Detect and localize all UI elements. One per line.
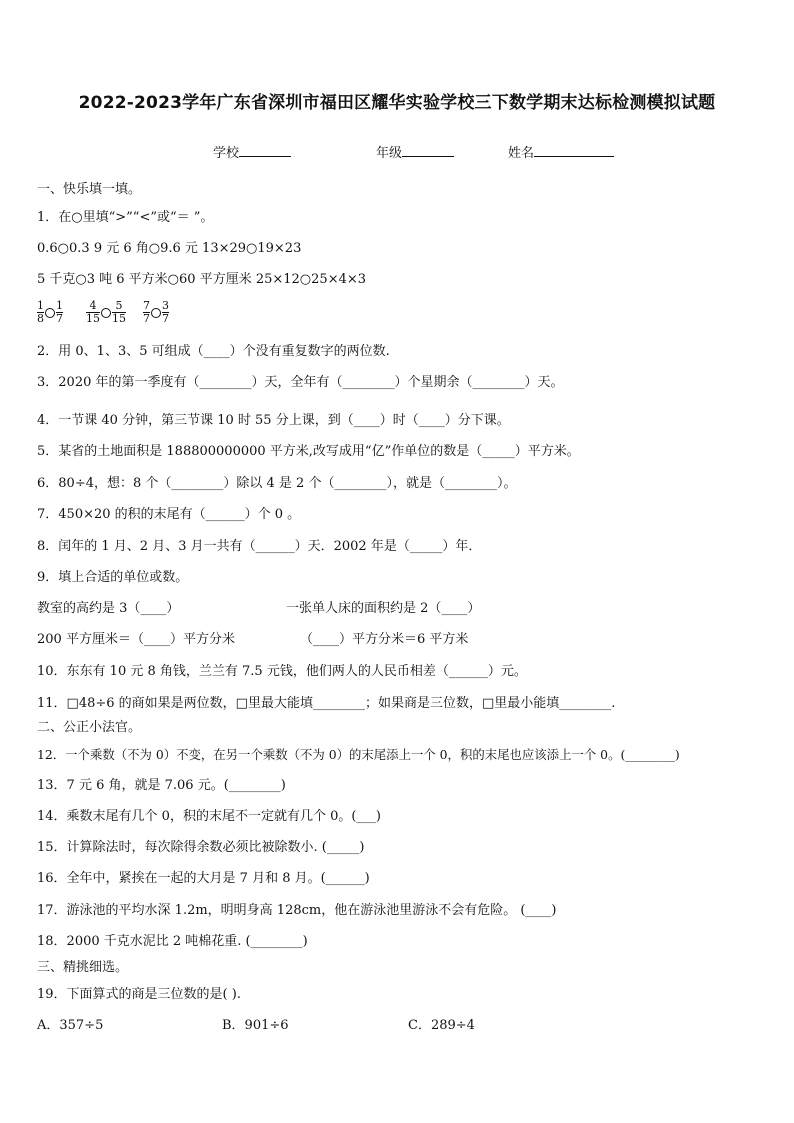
question-16: 16．全年中，紧挨在一起的大月是 7 月和 8 月。(______) bbox=[37, 871, 370, 886]
fraction: $\frac{1}{7}$ bbox=[56, 299, 63, 325]
question-7: 7．450×20 的积的末尾有（______）个 0 。 bbox=[37, 507, 301, 522]
question-18: 18．2000 千克水泥比 2 吨棉花重. (________) bbox=[37, 934, 308, 949]
grade-label: 年级 bbox=[376, 146, 403, 161]
question-15: 15．计算除法时，每次除得余数必须比被除数小. (_____) bbox=[37, 840, 365, 855]
option-c[interactable]: C．289÷4 bbox=[408, 1018, 475, 1033]
fraction: $\frac{5}{15}$ bbox=[112, 299, 126, 325]
school-blank[interactable] bbox=[239, 142, 291, 157]
fraction: $\frac{7}{7}$ bbox=[143, 299, 150, 325]
question-4: 4．一节课 40 分钟，第三节课 10 时 55 分上课，到（____）时（____）分下课。 bbox=[37, 413, 510, 428]
fraction-compare-3 bbox=[143, 300, 169, 325]
compare-circle[interactable] bbox=[101, 308, 111, 318]
exam-title: 2022-2023学年广东省深圳市福田区耀华实验学校三下数学期末达标检测模拟试题 bbox=[78, 93, 716, 113]
question-17: 17．游泳池的平均水深 1.2m，明明身高 128cm，他在游泳池里游泳不会有危险。 (____) bbox=[37, 903, 557, 918]
question-10: 10．东东有 10 元 8 角钱，兰兰有 7.5 元钱，他们两人的人民币相差（______）元。 bbox=[37, 664, 527, 679]
fraction-compare-2 bbox=[86, 300, 126, 325]
question-8: 8．闰年的 1 月、2 月、3 月一共有（______）天．2002 年是（_____）年． bbox=[37, 539, 482, 554]
question-1-row-2: 5 千克○3 吨 6 平方米○60 平方厘米 25×12○25×4×3 bbox=[37, 272, 367, 287]
fraction: $\frac{1}{8}$ bbox=[37, 299, 44, 325]
question-9-item-3: 200 平方厘米＝（____）平方分米 bbox=[37, 632, 235, 647]
question-1: 1．在○里填“>”“<”或“＝ ”。 bbox=[37, 210, 214, 225]
name-field bbox=[508, 142, 614, 161]
section-heading-1: 一、快乐填一填。 bbox=[37, 182, 142, 197]
option-b[interactable]: B．901÷6 bbox=[222, 1018, 289, 1033]
name-label: 姓名 bbox=[508, 146, 535, 161]
question-9-item-2: 一张单人床的面积约是 2（____） bbox=[286, 601, 481, 616]
fraction-compare-1 bbox=[37, 300, 63, 325]
section-heading-3: 三、精挑细选。 bbox=[37, 960, 129, 975]
question-2: 2．用 0、1、3、5 可组成（____）个没有重复数字的两位数. bbox=[37, 344, 390, 359]
grade-blank[interactable] bbox=[402, 142, 454, 157]
fraction: $\frac{3}{7}$ bbox=[162, 299, 169, 325]
compare-circle[interactable] bbox=[45, 308, 55, 318]
name-blank[interactable] bbox=[534, 142, 614, 157]
question-9-item-1: 教室的高约是 3（____） bbox=[37, 601, 180, 616]
school-label: 学校 bbox=[213, 146, 240, 161]
fraction: $\frac{4}{15}$ bbox=[86, 299, 100, 325]
question-9-item-4: （____）平方分米＝6 平方米 bbox=[300, 632, 469, 647]
question-9: 9．填上合适的单位或数。 bbox=[37, 570, 189, 585]
question-13: 13．7 元 6 角，就是 7.06 元。(________) bbox=[37, 778, 286, 793]
grade-field bbox=[376, 142, 454, 161]
question-19: 19．下面算式的商是三位数的是( ). bbox=[37, 987, 241, 1002]
question-5: 5．某省的土地面积是 188800000000 平方米,改写成用“亿”作单位的数是（_____）平方米。 bbox=[37, 444, 580, 459]
option-a[interactable]: A．357÷5 bbox=[37, 1018, 104, 1033]
question-1-row-1: 0.6○0.3 9 元 6 角○9.6 元 13×29○19×23 bbox=[37, 241, 302, 256]
compare-circle[interactable] bbox=[151, 308, 161, 318]
question-14: 14．乘数末尾有几个 0，积的末尾不一定就有几个 0。(___) bbox=[37, 809, 381, 824]
question-11: 11．□48÷6 的商如果是两位数，□里最大能填________；如果商是三位数，□里最小能填________. bbox=[37, 696, 616, 711]
school-field bbox=[213, 142, 291, 161]
question-12: 12．一个乘数（不为 0）不变，在另一个乘数（不为 0）的末尾添上一个 0，积的末尾也应该添上一个 0。(________) bbox=[37, 747, 680, 762]
question-3: 3．2020 年的第一季度有（________）天，全年有（________）个星期余（________）天。 bbox=[37, 375, 564, 390]
question-6: 6．80÷4，想：8 个（________）除以 4 是 2 个（________），就是（________）。 bbox=[37, 476, 517, 491]
section-heading-2: 二、公正小法官。 bbox=[37, 720, 142, 735]
